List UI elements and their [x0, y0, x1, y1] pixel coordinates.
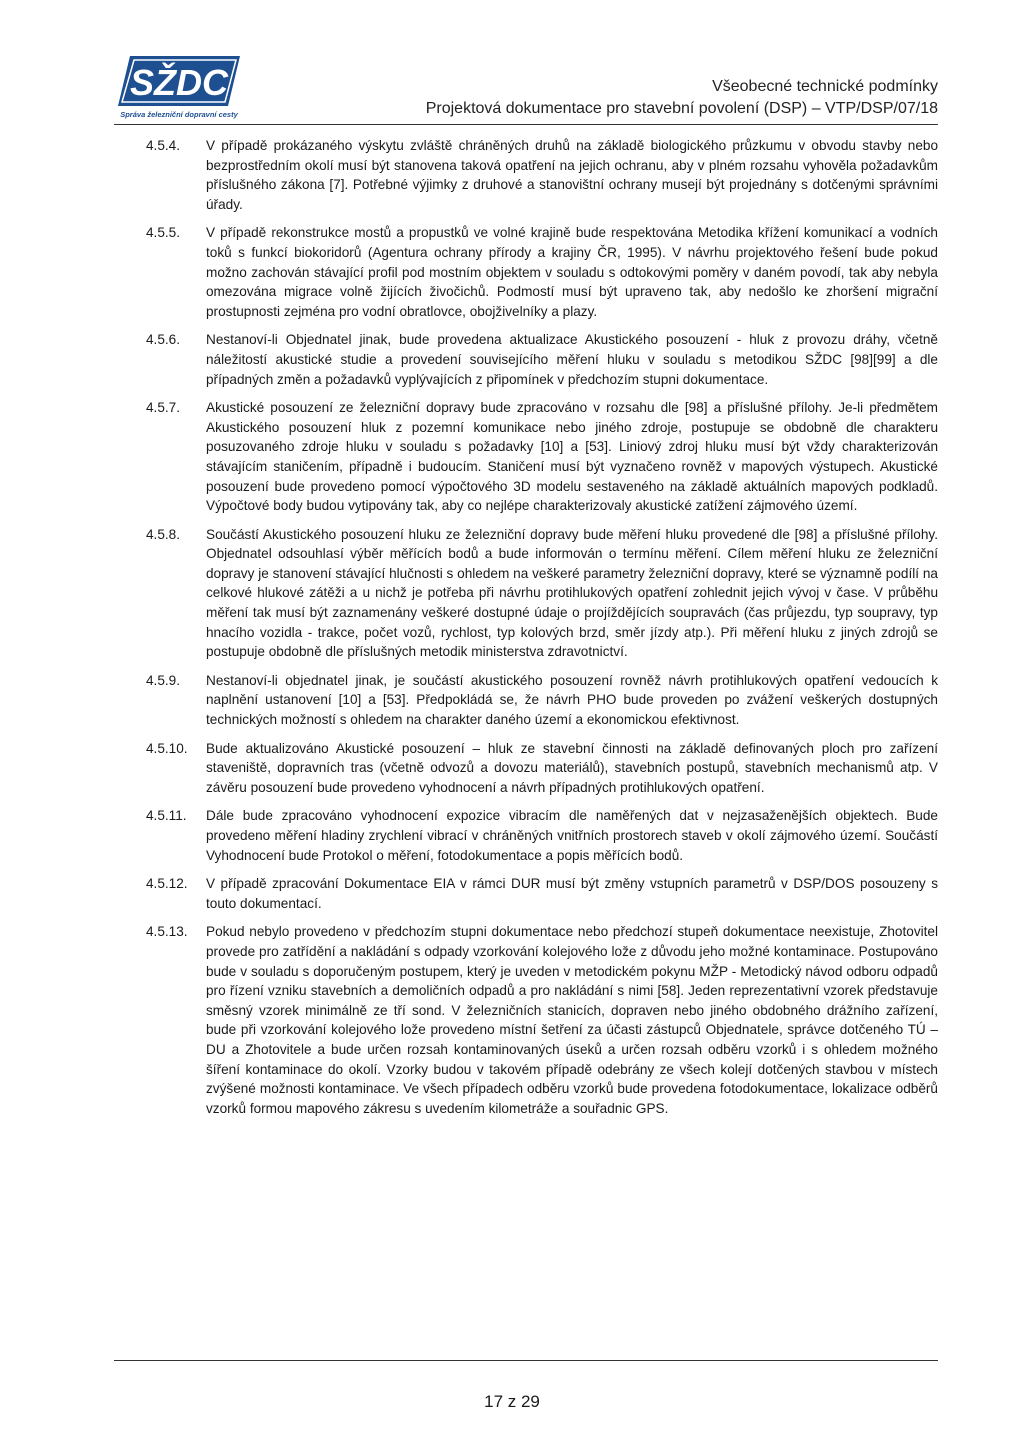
szdc-logo	[116, 52, 242, 124]
logo-caption: Správa železniční dopravní cesty	[120, 110, 238, 119]
header-divider	[114, 124, 938, 125]
clause-text: Nestanoví-li Objednatel jinak, bude provedena aktualizace Akustického posouzení - hluk z provozu dráhy, včetně náležitostí akustické studie a provedení souvisejícího měření hluku v souladu s metodikou SŽDC [98][99] a dle případných změn a požadavků vyplývajících z připomínek v předchozím stupni dokumentace.	[206, 332, 938, 387]
clause-text: Nestanoví-li objednatel jinak, je součástí akustického posouzení rovněž návrh protihlukových opatření vedoucích k naplnění ustanovení [10] a [53]. Předpokládá se, že návrh PHO bude proveden po zvážení veškerých dostupných technických možností s ohledem na charakter daného území a ekonomickou efektivnost.	[206, 672, 938, 728]
clause-number: 4.5.12.	[146, 876, 188, 892]
clause-4-5-7	[146, 398, 938, 516]
clause-4-5-5	[146, 223, 938, 321]
clause-text: Dále bude zpracováno vyhodnocení expozice vibracím dle naměřených dat v nejzasaženějších objektech. Bude provedeno měření hladiny zrychlení vibrací v chráněných vnitřních prostorech staveb v okolí zájmového území. Součástí Vyhodnocení bude Protokol o měření, fotodokumentace a popis měřících bodů.	[206, 808, 938, 863]
clause-number: 4.5.4.	[146, 138, 181, 153]
clause-4-5-8	[146, 525, 938, 662]
clause-text: Součástí Akustického posouzení hluku ze železniční dopravy bude měření hluku provedené dle [98] a příslušné přílohy. Objednatel odsouhlasí výběr měřících bodů a bude informován o termínu měření. Cílem měření hluku ze železniční dopravy je stanovení stávající hlučnosti s ohledem na veškeré parametry železniční dopravy, které se významně podílí na celkové hlukové zátěži a u nichž je potřeba při návrhu protihlukových opatření zohlednit jejich vývoj v čase. V průběhu měření tak musí být zaznamenány veškeré dostupné údaje o projíždějících soupravách (čas průjezdu, typ soupravy, typ hnacího vozidla - trakce, počet vozů, rychlost, typ kolových brzd, směr jízdy atp.). Při měření hluku z jiných zdrojů se postupuje obdobně dle příslušných metodik ministerstva zdravotnictví.	[206, 526, 938, 660]
clause-number: 4.5.13.	[146, 924, 188, 940]
clause-text: V případě zpracování Dokumentace EIA v rámci DUR musí být změny vstupních parametrů v DSP/DOS posouzeny s touto dokumentací.	[206, 876, 938, 911]
clause-list	[146, 136, 938, 1127]
szdc-logo-mark	[116, 52, 242, 110]
clause-4-5-12	[146, 874, 938, 913]
clause-text: V případě prokázaného výskytu zvláště chráněných druhů na základě biologického průzkumu v obvodu stavby nebo bezprostředním okolí musí být stanovena taková opatření na jejich ochranu, aby v plném rozsahu vyhověla požadavkům příslušného zákona [7]. Potřebné výjimky z druhové a stanovištní ochrany musejí být projednány s dotčenými správními úřady.	[206, 138, 938, 212]
clause-4-5-13	[146, 922, 938, 1118]
clause-text: Pokud nebylo provedeno v předchozím stupni dokumentace nebo předchozí stupeň dokumentace neexistuje, Zhotovitel provede pro zatřídění a nakládání s odpady vzorkování kolejového lože z důvodu jeho možné kontaminace. Postupováno bude v souladu s doporučeným postupem, který je uveden v metodickém pokynu MŽP - Metodický návod odboru odpadů pro řízení vzniku stavebních a demoličních odpadů a pro nakládání s nimi [58]. Jeden reprezentativní vzorek představuje směsný vzorek minimálně ze tří sond. V železničních stanicích, dopraven nebo jiného obdobného drážního zařízení, bude při vzorkování kolejového lože provedeno místní šetření za účasti zástupců Objednatele, správce dotčeného TÚ – DU a Zhotovitele a bude určen rozsah kontaminovaných úseků a určen rozsah odběru vzorků i s ohledem možného šíření kontaminace do okolí. Vzorky budou v takovém případě odebrány ze všech kolejí dotčených stavbou v místech zvýšené možnosti kontaminace. Ve všech případech odběru vzorků bude provedena fotodokumentace, lokalizace odběrů vzorků formou mapového zákresu s uvedením kilometráže a souřadnic GPS.	[206, 924, 938, 1116]
clause-4-5-4	[146, 136, 938, 214]
clause-number: 4.5.9.	[146, 672, 181, 688]
clause-text: V případě rekonstrukce mostů a propustků ve volné krajině bude respektována Metodika křížení komunikací a vodních toků s funkcí biokoridorů (Agentura ochrany přírody a krajiny ČR, 1995). V návrhu projektového řešení bude pokud možno zachován stávající profil pod mostním objektem v souladu s odtokovými poměry v daném povodí, tak aby nebyla omezována migrace volně žijících živočichů. Podmostí musí být upraveno tak, aby nedošlo ke zhoršení migrační prostupnosti zejména pro vodní obratlovce, obojživelníky a plazy.	[206, 225, 938, 319]
clause-number: 4.5.11.	[146, 808, 187, 824]
footer-divider	[114, 1360, 938, 1361]
logo-text: SŽDC	[130, 62, 228, 103]
clause-text: Akustické posouzení ze železniční dopravy bude zpracováno v rozsahu dle [98] a příslušné přílohy. Je-li předmětem Akustického posouzení hluk z pozemní komunikace nebo jiného zdroje, postupuje se obdobně dle charakteru posuzovaného zdroje hluku v souladu s požadavky [10] a [53]. Liniový zdroj hluku musí být vždy charakterizován stávajícím staničením, případně i budoucím. Staničení musí být vyznačeno rovněž v mapových výstupech. Akustické posouzení bude provedeno pomocí výpočtového 3D modelu sestaveného na základě aktuálních mapových podkladů. Výpočtové body budou vytipovány tak, aby co nejlépe charakterizovaly akustické zatížení zájmového území.	[206, 400, 938, 514]
clause-number: 4.5.10.	[146, 740, 188, 756]
clause-4-5-9	[146, 671, 938, 730]
clause-number: 4.5.8.	[146, 526, 181, 542]
document-header	[426, 76, 938, 120]
clause-4-5-6	[146, 330, 938, 389]
header-subtitle: Projektová dokumentace pro stavební povolení (DSP) – VTP/DSP/07/18	[425, 100, 938, 117]
clause-number: 4.5.5.	[146, 225, 181, 241]
header-title: Všeobecné technické podmínky	[712, 78, 938, 95]
clause-number: 4.5.6.	[146, 332, 181, 348]
clause-4-5-10	[146, 739, 938, 798]
clause-4-5-11	[146, 806, 938, 865]
clause-text: Bude aktualizováno Akustické posouzení – hluk ze stavební činnosti na základě definovaných ploch pro zařízení staveniště, dopravních tras (včetně odvozů a dovozu materiálů), stavebních postupů, stavebních mechanismů atp. V závěru posouzení bude provedeno vyhodnocení a návrh případných protihlukových opatření.	[206, 740, 938, 795]
page-number: 17 z 29	[484, 1392, 540, 1411]
clause-number: 4.5.7.	[146, 400, 181, 416]
